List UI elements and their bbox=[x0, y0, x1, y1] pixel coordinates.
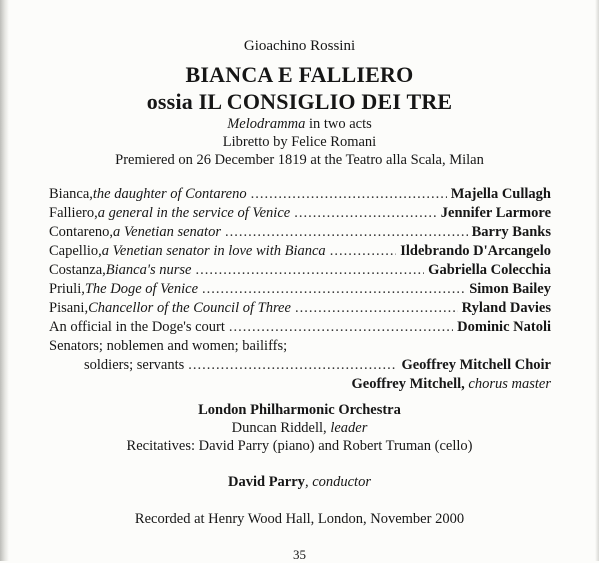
conductor-role: , conductor bbox=[304, 474, 371, 490]
leader-dots bbox=[294, 205, 437, 222]
leader-dots bbox=[195, 262, 424, 279]
character-role: a Venetian senator bbox=[113, 224, 221, 240]
leader-dots bbox=[330, 243, 397, 260]
leader-dots bbox=[295, 300, 458, 317]
character-name: Pisani, bbox=[49, 300, 89, 316]
cast-row bbox=[49, 224, 551, 243]
leader-role: leader bbox=[330, 420, 368, 436]
premiere-line: Premiered on 26 December 1819 at the Teatro alla Scala, Milan bbox=[115, 152, 484, 168]
leader-dots bbox=[225, 224, 468, 241]
character-role: The Doge of Venice bbox=[84, 281, 199, 297]
singer-name: Dominic Natoli bbox=[457, 319, 551, 335]
leader-dots bbox=[229, 319, 453, 336]
character-name: Bianca, bbox=[49, 186, 93, 202]
singer-name: Barry Banks bbox=[471, 224, 551, 240]
singer-name: Majella Cullagh bbox=[450, 186, 551, 202]
singer-name: Ryland Davies bbox=[461, 300, 551, 316]
singer-name: Simon Bailey bbox=[469, 281, 551, 297]
chorus-roles-cont: soldiers; servants bbox=[84, 357, 185, 373]
chorus-roles: Senators; noblemen and women; bailiffs; bbox=[49, 338, 288, 354]
cast-row bbox=[49, 319, 551, 338]
character-role: Chancellor of the Council of Three bbox=[88, 300, 291, 316]
conductor-line bbox=[0, 474, 599, 491]
singer-name: Jennifer Larmore bbox=[440, 205, 551, 221]
cast-row bbox=[49, 300, 551, 319]
chorus-master-role: chorus master bbox=[464, 376, 551, 392]
character-role: the daughter of Contareno bbox=[92, 186, 247, 202]
leader-name: Duncan Riddell, bbox=[231, 420, 331, 436]
chorus-name: Geoffrey Mitchell Choir bbox=[401, 357, 551, 373]
cast-row bbox=[49, 262, 551, 281]
genre-line bbox=[0, 116, 599, 133]
genre-rest: in two acts bbox=[305, 116, 372, 132]
opera-title: BIANCA E FALLIERO bbox=[185, 62, 414, 87]
libretto-line: Libretto by Felice Romani bbox=[222, 134, 377, 150]
cast-list bbox=[49, 186, 551, 395]
leader-dots bbox=[202, 281, 465, 298]
orchestra-name: London Philharmonic Orchestra bbox=[198, 402, 401, 418]
cast-row bbox=[49, 281, 551, 300]
character-name: Costanza, bbox=[49, 262, 106, 278]
leader-dots bbox=[188, 357, 397, 374]
chorus-master-line bbox=[49, 376, 551, 395]
chorus-master-name: Geoffrey Mitchell, bbox=[351, 376, 465, 392]
recording-info: Recorded at Henry Wood Hall, London, November 2000 bbox=[134, 511, 465, 527]
character-name: Capellio, bbox=[49, 243, 102, 259]
character-role: a Venetian senator in love with Bianca bbox=[101, 243, 326, 259]
chorus-line-2 bbox=[49, 357, 551, 376]
conductor-name: David Parry bbox=[228, 474, 305, 490]
cast-row bbox=[49, 186, 551, 205]
singer-name: Gabriella Colecchia bbox=[428, 262, 551, 278]
character-name: Priuli, bbox=[49, 281, 85, 297]
page-number: 35 bbox=[293, 547, 306, 562]
opera-subtitle: ossia IL CONSIGLIO DEI TRE bbox=[146, 89, 453, 114]
cast-row bbox=[49, 205, 551, 224]
character-role: a general in the service of Venice bbox=[97, 205, 291, 221]
genre-italic: Melodramma bbox=[227, 116, 306, 132]
recitatives-line: Recitatives: David Parry (piano) and Robert Truman (cello) bbox=[126, 438, 473, 454]
character-name: Contareno, bbox=[49, 224, 114, 240]
character-role: Bianca's nurse bbox=[105, 262, 192, 278]
singer-name: Ildebrando D'Arcangelo bbox=[400, 243, 551, 259]
character-name: Falliero, bbox=[49, 205, 98, 221]
cast-row bbox=[49, 243, 551, 262]
character-name: An official in the Doge's court bbox=[49, 319, 225, 335]
orchestra-leader bbox=[0, 420, 599, 437]
leader-dots bbox=[251, 186, 447, 203]
chorus-line-1 bbox=[49, 338, 551, 357]
composer: Gioachino Rossini bbox=[243, 38, 356, 54]
